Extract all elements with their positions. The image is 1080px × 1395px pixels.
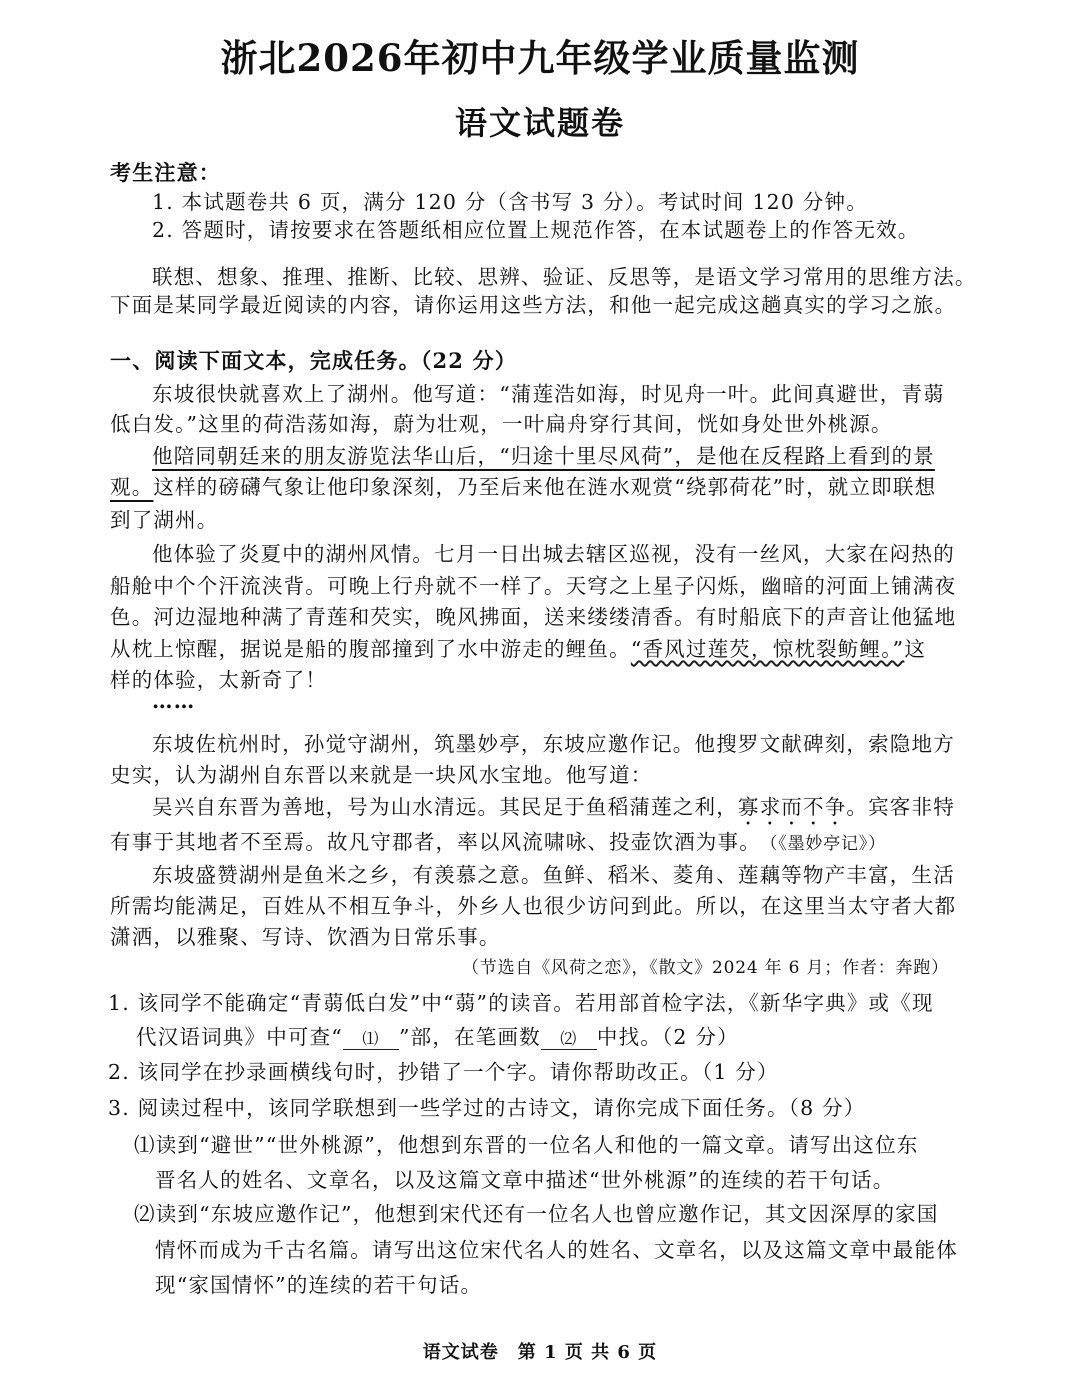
question-3-2-line-1: ⑵读到“东坡应邀作记”，他想到宋代还有一位名人也曾应邀作记，其文因深厚的家国: [134, 1202, 939, 1226]
classical-quote-citation: （《墨妙亭记》）: [769, 834, 886, 854]
passage-p3-line-5: 样的体验，太新奇了！: [110, 668, 327, 692]
underlined-sentence-line-2: 观。: [110, 475, 154, 499]
question-1-text-b: ”部，在笔画数: [398, 1025, 541, 1049]
passage-p2-line-2: [110, 470, 936, 500]
exam-title: 浙北2026年初中九年级学业质量监测: [220, 36, 860, 80]
notice-item-1: 1. 本试题卷共 6 页，满分 120 分（含书写 3 分）。考试时间 120 分钟。: [152, 190, 868, 214]
passage-p3-line-4-end: 这: [904, 637, 927, 661]
page-footer: 语文试卷 第 1 页 共 6 页: [422, 1342, 658, 1363]
passage-p4-line-1: 东坡佐杭州时，孙觉守湖州，筑墨妙亭，东坡应邀作记。他搜罗文献碑刻，索隐地方: [152, 732, 955, 756]
passage-p3-line-2: 船舱中个个汗流浃背。可晚上行舟就不一样了。天穹之上星子闪烁，幽暗的河面上铺满夜: [110, 574, 957, 598]
question-1-text-a: 代汉语词典》中可查“: [136, 1025, 343, 1049]
question-3-2-line-3: 现“家国情怀”的连续的若干句话。: [155, 1273, 483, 1297]
classical-quote-line-1-end: 。宾客非特: [846, 795, 955, 819]
notice-item-2: 2. 答题时，请按要求在答题纸相应位置上规范作答，在本试题卷上的作答无效。: [152, 218, 920, 242]
question-3-1-line-2: 晋名人的姓名、文章名，以及这篇文章中描述“世外桃源”的连续的若干句话。: [155, 1168, 895, 1192]
passage-p3-line-4: [110, 632, 926, 662]
classical-quote-line-2: [110, 825, 886, 855]
classical-quote-line-1: [152, 790, 955, 830]
passage-p1-line-1: 东坡很快就喜欢上了湖州。他写道：“蒲莲浩如海，时见舟一叶。此间真避世，青蒻: [152, 382, 945, 406]
answer-blank-1[interactable]: ⑴: [343, 1029, 399, 1050]
question-2: 2. 该同学在抄录画横线句时，抄错了一个字。请你帮助改正。（1 分）: [108, 1060, 779, 1084]
underlined-sentence-line-1: 他陪同朝廷来的朋友游览法华山后，“归途十里尽风荷”，是他在反程路上看到的景: [152, 444, 935, 468]
question-1-line-1: 1. 该同学不能确定“青蒻低白发”中“蒻”的读音。若用部首检字法，《新华字典》或《现: [108, 991, 934, 1015]
question-1-text-c: 中找。（2 分）: [596, 1025, 739, 1049]
passage-p3-line-3: 色。河边湿地种满了青莲和芡实，晚风拂面，送来缕缕清香。有时船底下的声音让他猛地: [110, 605, 957, 629]
intro-line-1: 联想、想象、推理、推断、比较、思辨、验证、反思等，是语文学习常用的思维方法。: [152, 265, 977, 289]
passage-p3-line-4-text: 从枕上惊醒，据说是船的腹部撞到了水中游走的鲤鱼。: [110, 637, 631, 661]
answer-blank-2[interactable]: ⑵: [541, 1029, 597, 1050]
passage-p2-line-2-rest: 这样的磅礴气象让他印象深刻，乃至后来他在涟水观赏“绕郭荷花”时，就立即联想: [153, 475, 937, 499]
classical-quote-line-1-text: 吴兴自东晋为善地，号为山水清远。其民足于鱼稻蒲莲之利，: [152, 795, 738, 819]
passage-p5-line-3: 潇洒，以雅聚、写诗、饮酒为日常乐事。: [110, 925, 501, 949]
passage-p5-line-1: 东坡盛赞湖州是鱼米之乡，有羡慕之意。鱼鲜、稻米、菱角、莲藕等物产丰富，生活: [152, 863, 955, 887]
passage-ellipsis: ……: [152, 689, 196, 713]
wavy-underlined-quote: “香风过莲芡，惊枕裂鲂鲤。”: [630, 637, 905, 661]
intro-line-2: 下面是某同学最近阅读的内容，请你运用这些方法，和他一起完成这趟真实的学习之旅。: [110, 293, 957, 317]
notice-heading: 考生注意：: [110, 160, 221, 185]
passage-p5-line-2: 所需均能满足，百姓从不相互争斗，外乡人也很少访问到此。所以，在这里当太守者大都: [110, 894, 957, 918]
question-3-2-line-2: 情怀而成为千古名篇。请写出这位宋代名人的姓名、文章名，以及这篇文章中最能体: [155, 1238, 958, 1262]
passage-p2-line-3: 到了湖州。: [110, 508, 219, 532]
passage-source: （节选自《风荷之恋》，《散文》2024 年 6 月；作者：奔跑）: [462, 958, 949, 978]
section-1-heading: 一、阅读下面文本，完成任务。（22 分）: [110, 348, 518, 373]
question-3-1-line-1: ⑴读到“避世”“世外桃源”，他想到东晋的一位名人和他的一篇文章。请写出这位东: [134, 1133, 919, 1157]
passage-p3-line-1: 他体验了炎夏中的湖州风情。七月一日出城去辖区巡视，没有一丝风，大家在闷热的: [152, 542, 955, 566]
classical-quote-line-2-text: 有事于其地者不至焉。故凡守郡者，率以风流啸咏、投壶饮酒为事。: [110, 830, 761, 854]
exam-subtitle: 语文试题卷: [454, 104, 625, 142]
passage-p4-line-2: 史实，认为湖州自东晋以来就是一块风水宝地。他写道：: [110, 763, 653, 787]
question-3: 3. 阅读过程中，该同学联想到一些学过的古诗文，请你完成下面任务。（8 分）: [108, 1096, 866, 1120]
dotted-emphasis-phrase: 寡求而不争: [737, 795, 847, 819]
question-1-line-2: [136, 1020, 739, 1050]
passage-p1-line-2: 低白发。”这里的荷浩荡如海，蔚为壮观，一叶扁舟穿行其间，恍如身处世外桃源。: [110, 412, 893, 436]
